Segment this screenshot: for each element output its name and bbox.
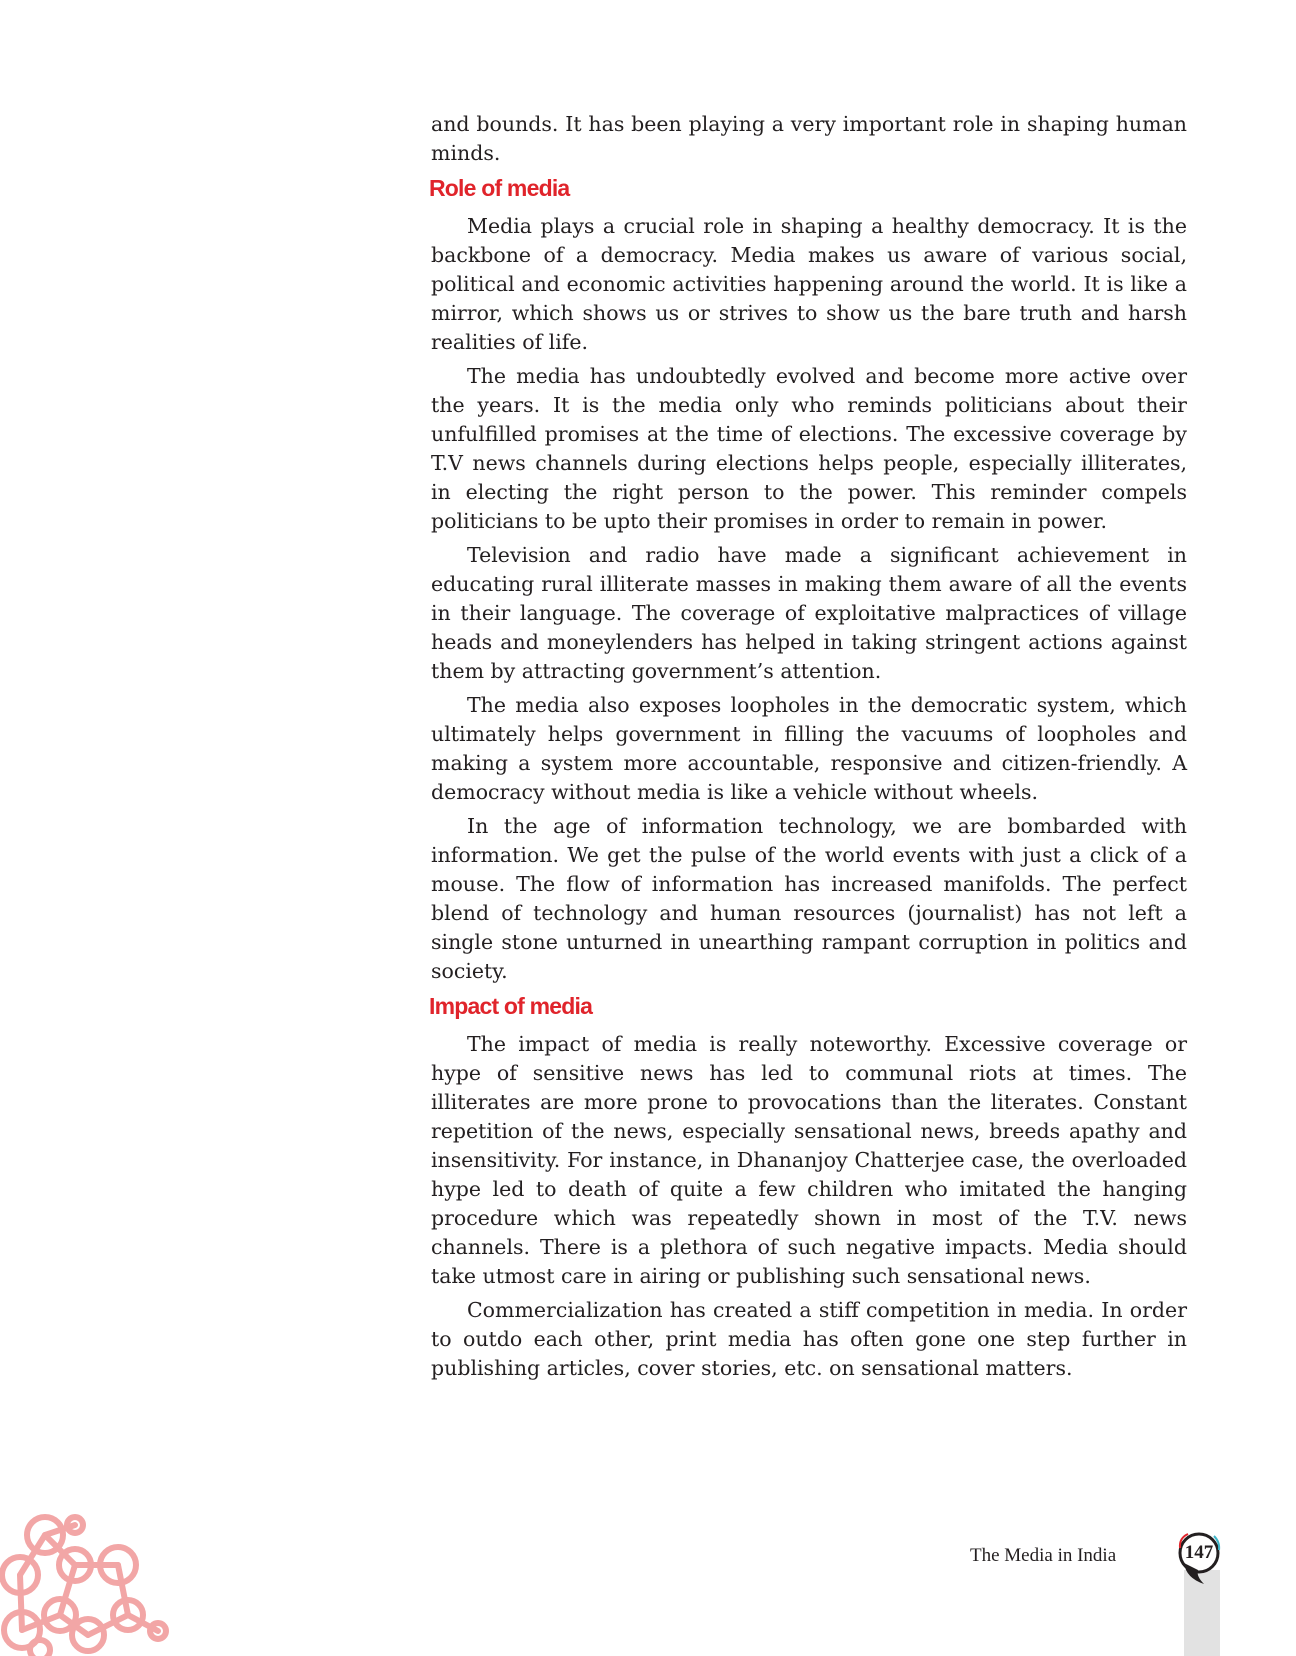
text-column bbox=[431, 110, 1187, 1388]
page-number: 147 bbox=[1184, 1542, 1214, 1563]
section-heading-impact: Impact of media bbox=[429, 993, 593, 1019]
opening-paragraph: and bounds. It has been playing a very important role in shaping human minds. bbox=[431, 112, 1187, 165]
section-heading-role: Role of media bbox=[429, 175, 570, 201]
role-paragraph-2: The media has undoubtedly evolved and become more active over the years. It is the media only who reminds politicians about their unfulfilled promises at the time of elections. The excessive coverage by T.V news channels during elections helps people, especially illiterates, in electing the right person to the power. This reminder compels politicians to be upto their promises in order to remain in power. bbox=[431, 364, 1187, 533]
role-paragraph-1: Media plays a crucial role in shaping a healthy democracy. It is the backbone of a democracy. Media makes us aware of various social, political and economic activities happening around the world. It is like a mirror, which shows us or strives to show us the bare truth and harsh realities of life. bbox=[431, 214, 1187, 354]
impact-paragraph-2: Commercialization has created a stiff competition in media. In order to outdo each other, print media has often gone one step further in publishing articles, cover stories, etc. on sensational matters. bbox=[431, 1298, 1187, 1380]
role-paragraph-3: Television and radio have made a significant achievement in educating rural illiterate masses in making them aware of all the events in their language. The coverage of exploitative malpractices of village heads and moneylenders has helped in taking stringent actions against them by attracting government’s attention. bbox=[431, 543, 1187, 683]
role-paragraph-5: In the age of information technology, we are bombarded with information. We get the pulse of the world events with just a click of a mouse. The flow of information has increased manifolds. The perfect blend of technology and human resources (journalist) has not left a single stone unturned in unearthing rampant corruption in politics and society. bbox=[431, 814, 1187, 983]
molecule-ornament-icon bbox=[0, 1505, 175, 1656]
role-paragraph-4: The media also exposes loopholes in the democratic system, which ultimately helps government in filling the vacuums of loopholes and making a system more accountable, responsive and citizen-friendly. A democracy without media is like a vehicle without wheels. bbox=[431, 693, 1187, 804]
impact-paragraph-1: The impact of media is really noteworthy. Excessive coverage or hype of sensitive news has led to communal riots at times. The illiterates are more prone to provocations than the literates. Constant repetition of the news, especially sensational news, breeds apathy and insensitivity. For instance, in Dhananjoy Chatterjee case, the overloaded hype led to death of quite a few children who imitated the hanging procedure which was repeatedly shown in most of the T.V. news channels. There is a plethora of such negative impacts. Media should take utmost care in airing or publishing such sensational news. bbox=[431, 1032, 1187, 1288]
footer-chapter-title: The Media in India bbox=[970, 1545, 1117, 1566]
